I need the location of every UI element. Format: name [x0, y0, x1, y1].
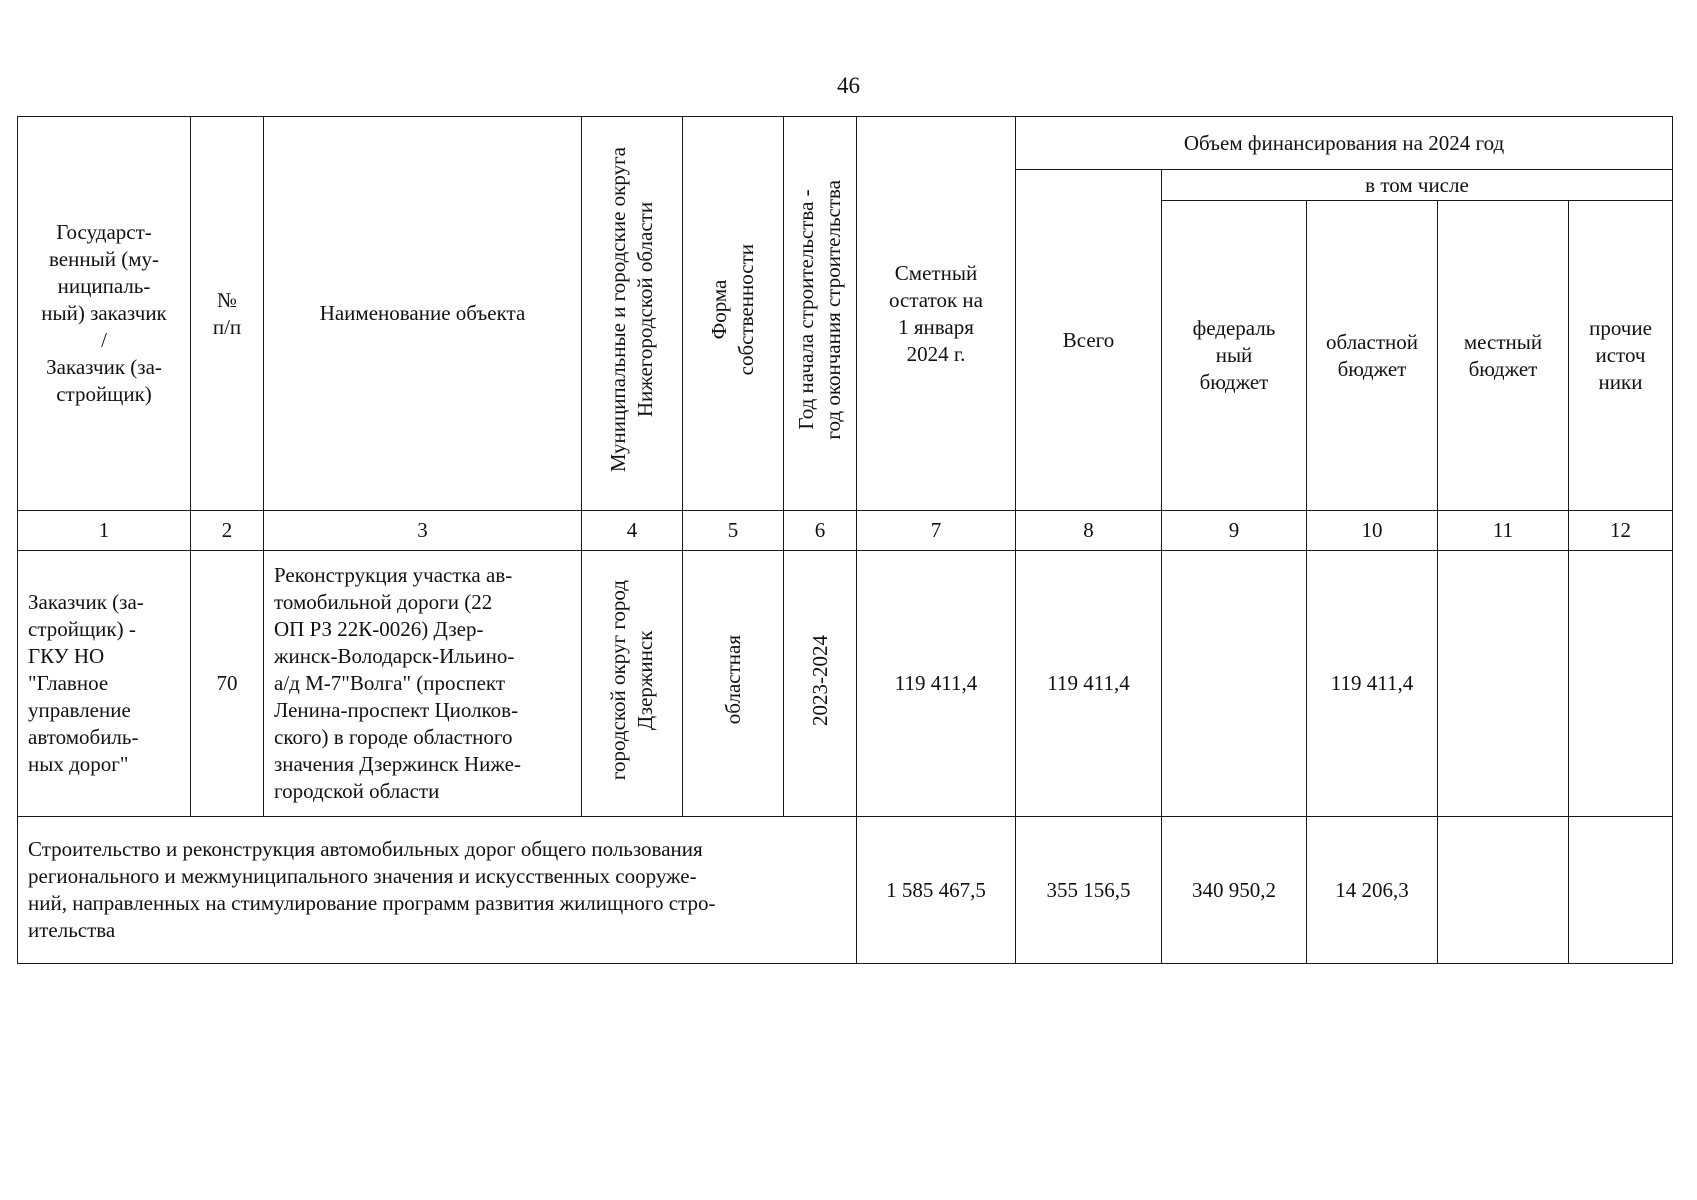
row-estimate: 119 411,4 [857, 551, 1016, 817]
row-regional: 119 411,4 [1307, 551, 1438, 817]
column-number: 9 [1162, 511, 1307, 551]
financing-table [17, 116, 1673, 964]
summary-label: Строительство и реконструкция автомобильных дорог общего пользования регионального и межмуниципального значения и искусственных сооруже- ний, направленных на стимулирование программ развития жилищного стро- ительства [18, 817, 857, 964]
column-number: 7 [857, 511, 1016, 551]
summary-federal: 340 950,2 [1162, 817, 1307, 964]
row-object-name: Реконструкция участка ав- томобильной дороги (22 ОП РЗ 22К-0026) Дзер- жинск-Володарск-Ильино- а/д М-7"Волга" (проспект Ленина-проспект Циолков- ского) в городе областного значения Дзержинск Ниже- городской области [264, 551, 582, 817]
summary-total: 355 156,5 [1016, 817, 1162, 964]
column-number: 3 [264, 511, 582, 551]
header-estimate: Сметный остаток на 1 января 2024 г. [857, 117, 1016, 511]
header-regional: областной бюджет [1307, 201, 1438, 511]
column-number: 10 [1307, 511, 1438, 551]
header-customer: Государст- венный (му- ниципаль- ный) заказчик / Заказчик (за- стройщик) [18, 117, 191, 511]
header-ownership: Форма собственности [683, 117, 784, 511]
row-local [1438, 551, 1569, 817]
summary-regional: 14 206,3 [1307, 817, 1438, 964]
header-years: Год начала строительства - год окончания строительства [784, 117, 857, 511]
row-ownership: областная [683, 551, 784, 817]
row-other [1569, 551, 1673, 817]
header-total: Всего [1016, 170, 1162, 511]
column-number: 4 [582, 511, 683, 551]
header-districts: Муниципальные и городские округа Нижегородской области [582, 117, 683, 511]
summary-local [1438, 817, 1569, 964]
table-row [18, 551, 1673, 817]
column-number: 5 [683, 511, 784, 551]
row-total: 119 411,4 [1016, 551, 1162, 817]
row-years: 2023-2024 [784, 551, 857, 817]
header-including: в том числе [1162, 170, 1673, 201]
column-number: 11 [1438, 511, 1569, 551]
row-federal [1162, 551, 1307, 817]
row-number: 70 [191, 551, 264, 817]
header-number: № п/п [191, 117, 264, 511]
column-number: 8 [1016, 511, 1162, 551]
summary-other [1569, 817, 1673, 964]
column-number: 12 [1569, 511, 1673, 551]
column-number-row [18, 511, 1673, 551]
summary-estimate: 1 585 467,5 [857, 817, 1016, 964]
column-number: 6 [784, 511, 857, 551]
column-number: 1 [18, 511, 191, 551]
header-object-name: Наименование объекта [264, 117, 582, 511]
header-local: местный бюджет [1438, 201, 1569, 511]
page-number: 46 [837, 73, 860, 98]
summary-row [18, 817, 1673, 964]
row-customer: Заказчик (за- стройщик) - ГКУ НО "Главное управление автомобиль- ных дорог" [18, 551, 191, 817]
header-financing: Объем финансирования на 2024 год [1016, 117, 1673, 170]
header-other: прочие источ ники [1569, 201, 1673, 511]
header-federal: федераль ный бюджет [1162, 201, 1307, 511]
column-number: 2 [191, 511, 264, 551]
row-district: городской округ город Дзержинск [582, 551, 683, 817]
